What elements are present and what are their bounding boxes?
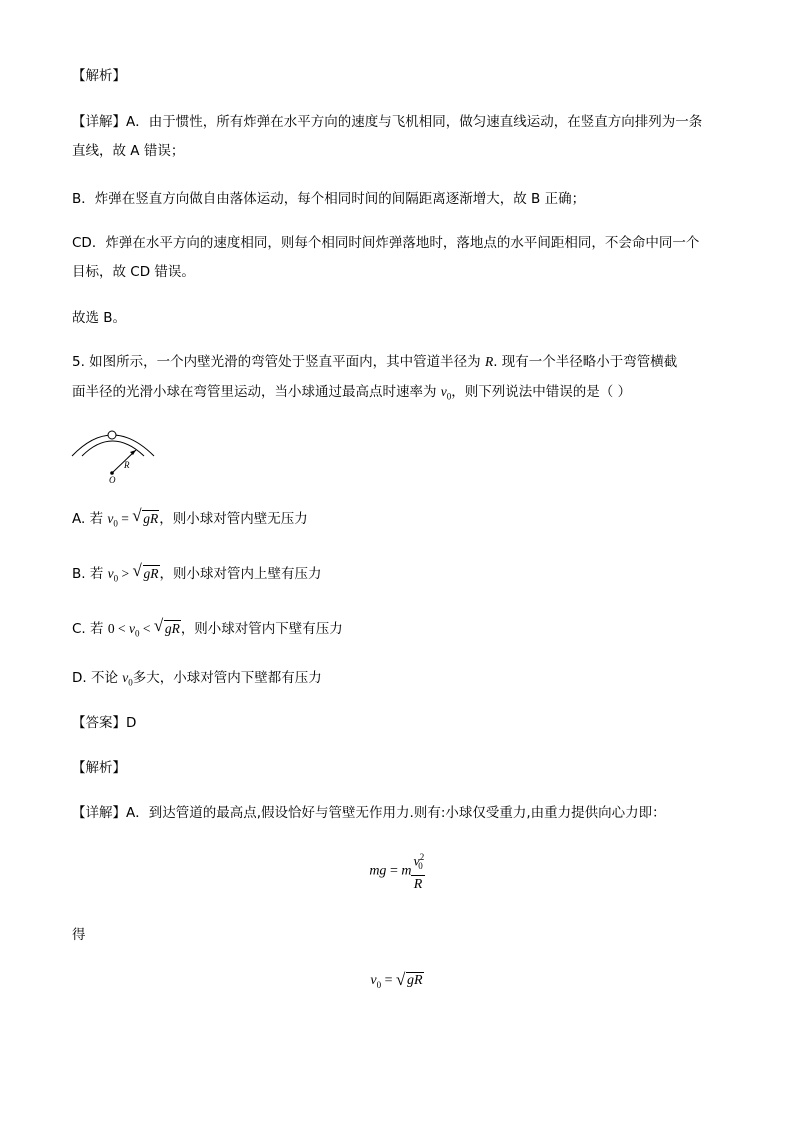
analysis-label-2: 【解析】: [72, 760, 126, 776]
equation-mg: mg = m $\frac{v^2_0}{R}$: [0, 848, 794, 894]
equation-v0: $v_0$ = √ gR: [370, 970, 423, 990]
option-d-prefix: D. 不论: [72, 670, 123, 686]
q5-var-r: R: [484, 354, 494, 369]
option-b-prefix: B. 若: [72, 566, 108, 582]
choice-result: 故选 B。: [72, 310, 127, 326]
option-c-prefix: C. 若: [72, 621, 108, 637]
answer: 【答案】D: [72, 715, 137, 731]
q5-var-sub: 0: [446, 391, 452, 402]
option-b-math: $v_0$ > √ gR: [107, 561, 159, 584]
label-o: O: [109, 475, 116, 485]
option-c-math: $0 < v_0$ < √ gR: [107, 616, 180, 639]
ball: [108, 431, 116, 439]
detail-b: B．炸弹在竖直方向做自由落体运动，每个相同时间的间隔距离逐渐增大，故 B 正确；: [72, 191, 586, 207]
q5-text-b: . 现有一个半径略小于弯管横截: [493, 354, 678, 370]
detail-a-line1: 【详解】A．由于惯性，所有炸弹在水平方向的速度与飞机相同，做匀速直线运动，在竖直方向排列为一条: [72, 114, 703, 130]
option-b-suffix: ，则小球对管内上壁有压力: [159, 566, 322, 582]
option-a: [72, 506, 308, 534]
question-5-line1: [72, 352, 677, 372]
de-text: 得: [72, 927, 86, 943]
option-c: [72, 616, 343, 644]
option-b: [72, 561, 322, 589]
option-a-suffix: ，则小球对管内壁无压力: [159, 511, 308, 527]
detail-a-line2: 直线，故 A 错误；: [72, 143, 185, 159]
option-d-var: v: [122, 670, 129, 685]
q5-text-c: 面半径的光滑小球在弯管里运动，当小球通过最高点时速率为: [72, 384, 441, 400]
option-a-math: $v_0$ = √ gR: [107, 506, 159, 529]
label-r: R: [124, 460, 130, 470]
option-d-sub: 0: [128, 677, 133, 688]
q5-text-d: ，则下列说法中错误的是（ ）: [451, 384, 632, 400]
question-5-line2: [72, 382, 631, 407]
bent-pipe-diagram: [66, 426, 162, 486]
q5-text-a: 5. 如图所示，一个内壁光滑的弯管处于竖直平面内，其中管道半径为: [72, 354, 485, 370]
inner-arc: [82, 441, 144, 456]
option-c-suffix: ，则小球对管内下壁有压力: [180, 621, 343, 637]
option-d: [72, 668, 322, 693]
detail-cd-line1: CD．炸弹在水平方向的速度相同，则每个相同时间炸弹落地时，落地点的水平间距相同，不会命中同一个: [72, 235, 700, 251]
detail2-a: 【详解】A．到达管道的最高点,假设恰好与管壁无作用力.则有:小球仅受重力,由重力提供向心力即：: [72, 805, 666, 821]
q5-var-v: v: [440, 384, 447, 399]
detail-cd-line2: 目标，故 CD 错误。: [72, 264, 195, 280]
option-a-prefix: A. 若: [72, 511, 108, 527]
option-d-suffix: 多大，小球对管内下壁都有压力: [132, 670, 322, 686]
analysis-label-1: 【解析】: [72, 68, 126, 84]
